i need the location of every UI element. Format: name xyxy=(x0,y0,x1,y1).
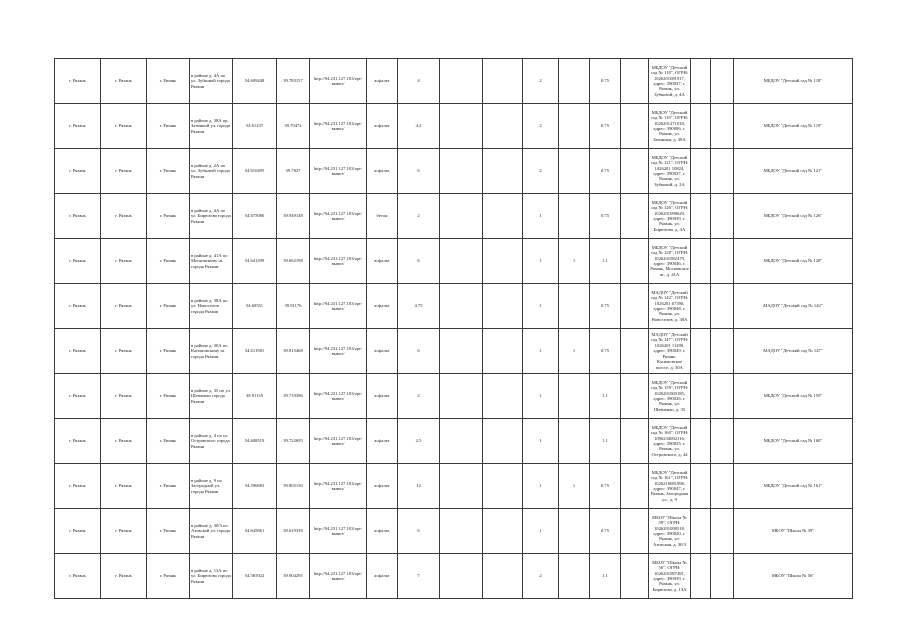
container-count-cell: 1 xyxy=(523,374,559,419)
region-cell: г. Рязань xyxy=(55,464,101,509)
region-cell: г. Рязань xyxy=(55,194,101,239)
empty-cell xyxy=(483,239,523,284)
site-link-cell: http://94.231.127.103/opt-вывоз/ xyxy=(310,419,367,464)
source-cell: МБДОУ "Детский сад № 159" xyxy=(734,374,853,419)
extra-container-cell xyxy=(559,419,590,464)
address-cell: в районе д. 4 по ул. Островского города Рязани xyxy=(190,419,233,464)
region-cell: г. Рязань xyxy=(55,104,101,149)
surface-cell: асфальт xyxy=(367,104,398,149)
site-link-cell: http://94.231.127.103/opt-вывоз/ xyxy=(310,59,367,104)
district-cell: г. Рязань xyxy=(147,194,190,239)
empty-cell xyxy=(691,419,711,464)
empty-cell xyxy=(621,329,649,374)
owner-cell: МБДОУ "Детский сад № 160", ОГРН: 1096234002116, адрес: 390035, г. Рязань, ул. Островского, д. 44 xyxy=(649,419,691,464)
empty-cell xyxy=(483,104,523,149)
owner-cell: МБДОУ "Детский сад № 126", ОГРН: 1026201098629, адрес: 390039, г. Рязань, ул. Бирюзова, д. 4А xyxy=(649,194,691,239)
latitude-cell: 54.61237 xyxy=(233,104,277,149)
empty-cell xyxy=(711,329,734,374)
empty-cell xyxy=(621,149,649,194)
district-cell: г. Рязань xyxy=(147,374,190,419)
empty-cell xyxy=(691,509,711,554)
source-cell: МАДОУ "Детский сад № 142" xyxy=(734,284,853,329)
empty-cell xyxy=(691,239,711,284)
region-cell: г. Рязань xyxy=(55,419,101,464)
longitude-cell: 39.91176 xyxy=(277,284,310,329)
table-row xyxy=(55,59,853,104)
extra-container-cell: 1 xyxy=(559,464,590,509)
region-cell: г. Рязань xyxy=(55,554,101,599)
empty-cell xyxy=(711,149,734,194)
longitude-cell: 39.783157 xyxy=(277,59,310,104)
empty-cell xyxy=(440,59,483,104)
area-cell: 6 xyxy=(398,509,440,554)
empty-cell xyxy=(621,59,649,104)
registry-table xyxy=(54,58,853,599)
empty-cell xyxy=(440,509,483,554)
owner-cell: МБДОУ "Детский сад № 119", ОГРН: 1026201271018, адрес: 390006, г. Рязань, ул. Затинная, д. 38А xyxy=(649,104,691,149)
container-count-cell: 1 xyxy=(523,464,559,509)
site-link-cell: http://94.231.127.103/opt-вывоз/ xyxy=(310,554,367,599)
extra-container-cell xyxy=(559,194,590,239)
address-cell: в районе д. 30А по Касимовскому ш. города Рязани xyxy=(190,329,233,374)
area-cell: 2.5 xyxy=(398,419,440,464)
empty-cell xyxy=(483,329,523,374)
empty-cell xyxy=(621,464,649,509)
latitude-cell: 54.610495 xyxy=(233,149,277,194)
empty-cell xyxy=(621,509,649,554)
address-cell: в районе д. 38А пр. Затинной ул. города Рязани xyxy=(190,104,233,149)
volume-cell: 1.1 xyxy=(590,239,621,284)
surface-cell: асфальт xyxy=(367,464,398,509)
latitude-cell: 54.609448 xyxy=(233,59,277,104)
volume-cell: 0.75 xyxy=(590,329,621,374)
surface-cell: бетон xyxy=(367,194,398,239)
surface-cell: асфальт xyxy=(367,554,398,599)
container-count-cell: 2 xyxy=(523,554,559,599)
latitude-cell: 39.91135 xyxy=(233,374,277,419)
latitude-cell: 54.596883 xyxy=(233,464,277,509)
empty-cell xyxy=(440,329,483,374)
container-count-cell: 1 xyxy=(523,509,559,554)
surface-cell: асфальт xyxy=(367,149,398,194)
source-cell: МБДОУ "Детский сад № 128" xyxy=(734,239,853,284)
latitude-cell: 54.60551 xyxy=(233,284,277,329)
surface-cell: асфальт xyxy=(367,374,398,419)
source-cell: МБОУ "Школа № 56" xyxy=(734,554,853,599)
empty-cell xyxy=(440,239,483,284)
city-cell: г. Рязань xyxy=(101,284,147,329)
table-row xyxy=(55,149,853,194)
city-cell: г. Рязань xyxy=(101,464,147,509)
area-cell: 4,2 xyxy=(398,104,440,149)
district-cell: г. Рязань xyxy=(147,329,190,374)
surface-cell: асфальт xyxy=(367,59,398,104)
owner-cell: МБДОУ "Детский сад № 118", ОГРН: 1026201081917, адрес: 390037, г. Рязань, ул. Зубковой, д. 4А xyxy=(649,59,691,104)
extra-container-cell xyxy=(559,149,590,194)
source-cell: МБДОУ "Детский сад № 118" xyxy=(734,59,853,104)
table-row xyxy=(55,374,853,419)
empty-cell xyxy=(440,464,483,509)
area-cell: 6 xyxy=(398,329,440,374)
container-count-cell: 1 xyxy=(523,284,559,329)
area-cell: 6 xyxy=(398,239,440,284)
site-link-cell: http://94.231.127.103/opt-вывоз/ xyxy=(310,464,367,509)
owner-cell: МБДОУ "Детский сад № 161", ОГРН: 1026210081998, адрес: 390047, г. Рязань, Загородная ул., д. 9 xyxy=(649,464,691,509)
container-count-cell: 2 xyxy=(523,59,559,104)
table-row xyxy=(55,554,853,599)
longitude-cell: 39.7837 xyxy=(277,149,310,194)
longitude-cell: 39.70472 xyxy=(277,104,310,149)
area-cell: 4 xyxy=(398,59,440,104)
empty-cell xyxy=(691,554,711,599)
longitude-cell: 39.662198 xyxy=(277,239,310,284)
district-cell: г. Рязань xyxy=(147,149,190,194)
empty-cell xyxy=(621,419,649,464)
extra-container-cell xyxy=(559,104,590,149)
area-cell: 7 xyxy=(398,554,440,599)
empty-cell xyxy=(621,554,649,599)
district-cell: г. Рязань xyxy=(147,554,190,599)
table-row xyxy=(55,419,853,464)
empty-cell xyxy=(483,149,523,194)
longitude-cell: 39.815468 xyxy=(277,329,310,374)
district-cell: г. Рязань xyxy=(147,419,190,464)
site-link-cell: http://94.231.127.103/opt-вывоз/ xyxy=(310,239,367,284)
source-cell: МБДОУ "Детский сад № 121" xyxy=(734,149,853,194)
empty-cell xyxy=(691,374,711,419)
site-link-cell: http://94.231.127.103/opt-вывоз/ xyxy=(310,509,367,554)
owner-cell: МБОУ "Школа № 56", ОГРН: 1026201087491, адрес: 390039, г. Рязань, ул. Бирюзова, д. 13А xyxy=(649,554,691,599)
empty-cell xyxy=(691,149,711,194)
empty-cell xyxy=(691,284,711,329)
longitude-cell: 39.805130 xyxy=(277,464,310,509)
region-cell: г. Рязань xyxy=(55,149,101,194)
volume-cell: 1.1 xyxy=(590,554,621,599)
empty-cell xyxy=(440,419,483,464)
surface-cell: асфальт xyxy=(367,239,398,284)
surface-cell: асфальт xyxy=(367,284,398,329)
empty-cell xyxy=(711,194,734,239)
latitude-cell: 54.675086 xyxy=(233,194,277,239)
extra-container-cell: 1 xyxy=(559,329,590,374)
source-cell: МБДОУ "Детский сад № 119" xyxy=(734,104,853,149)
longitude-cell: 39.722695 xyxy=(277,419,310,464)
owner-cell: МБДОУ "Детский сад № 121", ОГРН: 1026201 10824, адрес: 390037, г. Рязань, ул. Зубковой, д. 2А xyxy=(649,149,691,194)
latitude-cell: 54.608519 xyxy=(233,419,277,464)
city-cell: г. Рязань xyxy=(101,374,147,419)
empty-cell xyxy=(621,284,649,329)
source-cell: МБДОУ "Детский сад № 161" xyxy=(734,464,853,509)
volume-cell: 0.75 xyxy=(590,284,621,329)
address-cell: в районе д. 38А по ул. Новоселов города Рязани xyxy=(190,284,233,329)
city-cell: г. Рязань xyxy=(101,329,147,374)
city-cell: г. Рязань xyxy=(101,104,147,149)
region-cell: г. Рязань xyxy=(55,284,101,329)
empty-cell xyxy=(440,104,483,149)
empty-cell xyxy=(711,419,734,464)
address-cell: в районе д. 4А по ул. Бирюзова города Рязани xyxy=(190,194,233,239)
extra-container-cell xyxy=(559,284,590,329)
empty-cell xyxy=(711,59,734,104)
table-row xyxy=(55,104,853,149)
empty-cell xyxy=(711,464,734,509)
volume-cell: 0.75 xyxy=(590,104,621,149)
latitude-cell: 54.641499 xyxy=(233,239,277,284)
address-cell: в районе д. 41А по Московскому ш. города Рязани xyxy=(190,239,233,284)
site-link-cell: http://94.231.127.103/opt-вывоз/ xyxy=(310,374,367,419)
empty-cell xyxy=(621,239,649,284)
empty-cell xyxy=(691,464,711,509)
empty-cell xyxy=(440,374,483,419)
region-cell: г. Рязань xyxy=(55,239,101,284)
table-row xyxy=(55,194,853,239)
empty-cell xyxy=(691,104,711,149)
empty-cell xyxy=(440,554,483,599)
area-cell: 6 xyxy=(398,149,440,194)
empty-cell xyxy=(711,104,734,149)
owner-cell: МБОУ "Школа № 39", ОГРН: 1026201098518, адрес: 390020, г. Рязань, ул. Азовская, д. 30/3 xyxy=(649,509,691,554)
table-row xyxy=(55,329,853,374)
volume-cell: 1.1 xyxy=(590,374,621,419)
city-cell: г. Рязань xyxy=(101,554,147,599)
site-link-cell: http://94.231.127.103/opt-вывоз/ xyxy=(310,104,367,149)
extra-container-cell: 1 xyxy=(559,239,590,284)
city-cell: г. Рязань xyxy=(101,239,147,284)
longitude-cell: 39.619339 xyxy=(277,509,310,554)
container-count-cell: 2 xyxy=(523,149,559,194)
container-count-cell: 1 xyxy=(523,239,559,284)
empty-cell xyxy=(711,239,734,284)
latitude-cell: 54.611981 xyxy=(233,329,277,374)
empty-cell xyxy=(711,554,734,599)
container-count-cell: 1 xyxy=(523,329,559,374)
longitude-cell: 39.710396 xyxy=(277,374,310,419)
source-cell: МАДОУ "Детский сад № 147" xyxy=(734,329,853,374)
empty-cell xyxy=(483,284,523,329)
site-link-cell: http://94.231.127.103/opt-вывоз/ xyxy=(310,149,367,194)
empty-cell xyxy=(711,284,734,329)
owner-cell: МАДОУ "Детский сад № 142", ОГРН: 1026201 07390, адрес: 390048, г. Рязань, ул. Новоселов, д. 38А xyxy=(649,284,691,329)
area-cell: 2 xyxy=(398,194,440,239)
extra-container-cell xyxy=(559,554,590,599)
container-count-cell: 1 xyxy=(523,194,559,239)
city-cell: г. Рязань xyxy=(101,194,147,239)
surface-cell: асфальт xyxy=(367,419,398,464)
empty-cell xyxy=(483,59,523,104)
address-cell: в районе д. 13А по ул. Бирюзова города Рязани xyxy=(190,554,233,599)
longitude-cell: 39.904295 xyxy=(277,554,310,599)
empty-cell xyxy=(691,329,711,374)
district-cell: г. Рязань xyxy=(147,464,190,509)
latitude-cell: 54.565922 xyxy=(233,554,277,599)
district-cell: г. Рязань xyxy=(147,59,190,104)
latitude-cell: 54.645861 xyxy=(233,509,277,554)
container-count-cell: 1 xyxy=(523,419,559,464)
address-cell: в районе д. 4А по ул. Зубковой города Рязани xyxy=(190,59,233,104)
empty-cell xyxy=(483,419,523,464)
owner-cell: МБДОУ "Детский сад № 128", ОГРН: 1026201082479, адрес: 390046, г. Рязань, Московское ш., д. 41А xyxy=(649,239,691,284)
empty-cell xyxy=(691,194,711,239)
volume-cell: 0.75 xyxy=(590,464,621,509)
address-cell: в районе д. 35 по ул. Шевченко города Рязани xyxy=(190,374,233,419)
site-link-cell: http://94.231.127.103/opt-вывоз/ xyxy=(310,329,367,374)
empty-cell xyxy=(483,464,523,509)
area-cell: 2 xyxy=(398,374,440,419)
site-link-cell: http://94.231.127.103/opt-вывоз/ xyxy=(310,194,367,239)
address-cell: в районе д. 2А по ул. Зубковой города Рязани xyxy=(190,149,233,194)
empty-cell xyxy=(483,194,523,239)
region-cell: г. Рязань xyxy=(55,329,101,374)
extra-container-cell xyxy=(559,509,590,554)
source-cell: МБОУ "Школа № 39" xyxy=(734,509,853,554)
table-row xyxy=(55,509,853,554)
longitude-cell: 39.949148 xyxy=(277,194,310,239)
district-cell: г. Рязань xyxy=(147,509,190,554)
city-cell: г. Рязань xyxy=(101,509,147,554)
source-cell: МБДОУ "Детский сад № 126" xyxy=(734,194,853,239)
container-count-cell: 2 xyxy=(523,104,559,149)
empty-cell xyxy=(440,149,483,194)
area-cell: 12 xyxy=(398,464,440,509)
district-cell: г. Рязань xyxy=(147,104,190,149)
district-cell: г. Рязань xyxy=(147,284,190,329)
region-cell: г. Рязань xyxy=(55,59,101,104)
owner-cell: МБДОУ "Детский сад № 159", ОГРН: 1026201069185, адрес: 390026, г. Рязань, ул. Шевченко, д. 35 xyxy=(649,374,691,419)
volume-cell: 0.75 xyxy=(590,509,621,554)
empty-cell xyxy=(483,554,523,599)
empty-cell xyxy=(711,374,734,419)
registry-rows xyxy=(55,59,853,599)
volume-cell: 1.1 xyxy=(590,419,621,464)
empty-cell xyxy=(711,509,734,554)
extra-container-cell xyxy=(559,374,590,419)
source-cell: МБДОУ "Детский сад № 160" xyxy=(734,419,853,464)
empty-cell xyxy=(621,104,649,149)
surface-cell: асфальт xyxy=(367,329,398,374)
empty-cell xyxy=(483,509,523,554)
surface-cell: асфальт xyxy=(367,509,398,554)
extra-container-cell xyxy=(559,59,590,104)
empty-cell xyxy=(621,194,649,239)
table-row xyxy=(55,284,853,329)
city-cell: г. Рязань xyxy=(101,149,147,194)
region-cell: г. Рязань xyxy=(55,509,101,554)
table-row xyxy=(55,239,853,284)
volume-cell: 0.75 xyxy=(590,194,621,239)
site-link-cell: http://94.231.127.103/opt-вывоз/ xyxy=(310,284,367,329)
empty-cell xyxy=(440,194,483,239)
volume-cell: 0.75 xyxy=(590,59,621,104)
empty-cell xyxy=(483,374,523,419)
empty-cell xyxy=(621,374,649,419)
address-cell: в районе д. 9 по Загородной ул. города Рязани xyxy=(190,464,233,509)
owner-cell: МАДОУ "Детский сад № 147", ОГРН: 1026201 11499, адрес: 390049, г. Рязань, Касимовское шоссе, д. 30А xyxy=(649,329,691,374)
volume-cell: 0.75 xyxy=(590,149,621,194)
table-row xyxy=(55,464,853,509)
empty-cell xyxy=(691,59,711,104)
region-cell: г. Рязань xyxy=(55,374,101,419)
district-cell: г. Рязань xyxy=(147,239,190,284)
area-cell: 4.75 xyxy=(398,284,440,329)
empty-cell xyxy=(440,284,483,329)
city-cell: г. Рязань xyxy=(101,419,147,464)
city-cell: г. Рязань xyxy=(101,59,147,104)
address-cell: в районе д. 30/3 по Азовской ул. города Рязани xyxy=(190,509,233,554)
